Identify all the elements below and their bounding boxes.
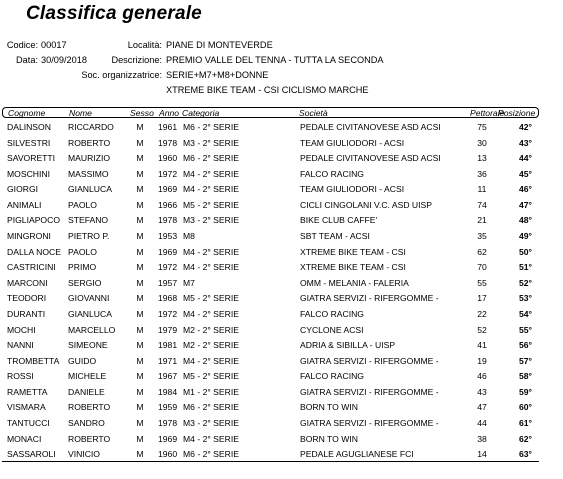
- cell-societa: PEDALE CIVITANOVESE ASD ACSI: [300, 122, 441, 132]
- table-row: [0, 400, 563, 414]
- table-row: [0, 323, 563, 337]
- cell-categoria: M2 - 2° SERIE: [183, 340, 239, 351]
- cell-cognome: ROSSI: [7, 371, 34, 382]
- table-row: [0, 307, 563, 321]
- cell-societa: CICLI CINGOLANI V.C. ASD UISP: [300, 199, 432, 210]
- cell-categoria: M2 - 2° SERIE: [183, 324, 239, 335]
- cell-sesso: M: [136, 153, 144, 164]
- cell-categoria: M6 - 2° SERIE: [183, 449, 239, 460]
- table-row: [0, 229, 563, 243]
- cell-societa: BORN TO WIN: [300, 433, 358, 444]
- cell-cognome: RAMETTA: [7, 386, 48, 397]
- cell-pettorale: 13: [477, 153, 487, 164]
- descrizione-label: Descrizione:: [111, 55, 162, 65]
- table-header: [2, 107, 539, 118]
- cell-sesso: M: [136, 262, 144, 273]
- table-row: [0, 447, 563, 461]
- cell-posizione: 58°: [519, 371, 532, 382]
- cell-pettorale: 74: [477, 199, 487, 210]
- cell-categoria: M3 - 2° SERIE: [183, 215, 239, 226]
- cell-sesso: M: [136, 199, 144, 210]
- cell-societa: BIKE CLUB CAFFE': [300, 215, 378, 226]
- cell-posizione: 56°: [519, 340, 532, 351]
- cell-anno: 1972: [158, 168, 178, 179]
- codice-value: 00017: [41, 40, 67, 50]
- cell-categoria: M7: [183, 277, 195, 288]
- descrizione-value: PREMIO VALLE DEL TENNA - TUTTA LA SECONDA: [166, 55, 384, 65]
- cell-nome: RICCARDO: [68, 122, 114, 132]
- cell-anno: 1969: [158, 184, 178, 195]
- cell-categoria: M4 - 2° SERIE: [183, 355, 239, 366]
- cell-posizione: 52°: [519, 277, 532, 288]
- page-title: Classifica generale: [26, 3, 202, 24]
- cell-pettorale: 55: [477, 277, 487, 288]
- table-row: [0, 182, 563, 196]
- cell-cognome: CASTRICINI: [7, 262, 56, 273]
- cell-sesso: M: [136, 371, 144, 382]
- cell-sesso: M: [136, 402, 144, 413]
- table-row: [0, 432, 563, 446]
- table-row: [0, 151, 563, 165]
- cell-societa: XTREME BIKE TEAM - CSI: [300, 246, 406, 257]
- cell-categoria: M3 - 2° SERIE: [183, 137, 239, 148]
- cell-societa: CYCLONE ACSI: [300, 324, 364, 335]
- cell-anno: 1959: [158, 402, 178, 413]
- cell-posizione: 63°: [519, 449, 532, 460]
- cell-societa: TEAM GIULIODORI - ACSI: [300, 184, 405, 195]
- col-pettorale: Pettorale: [470, 108, 505, 118]
- cell-categoria: M5 - 2° SERIE: [183, 293, 239, 304]
- cell-posizione: 43°: [519, 137, 532, 148]
- cell-anno: 1984: [158, 386, 178, 397]
- cell-posizione: 50°: [519, 246, 532, 257]
- col-anno: Anno: [159, 108, 180, 118]
- cell-anno: 1969: [158, 433, 178, 444]
- cell-posizione: 54°: [519, 308, 532, 319]
- cell-cognome: PIGLIAPOCO: [7, 215, 61, 226]
- cell-cognome: MONACI: [7, 433, 42, 444]
- cell-cognome: TANTUCCI: [7, 418, 50, 429]
- cell-cognome: GIORGI: [7, 184, 39, 195]
- cell-nome: GIANLUCA: [68, 184, 112, 195]
- cell-posizione: 62°: [519, 433, 532, 444]
- cell-posizione: 42°: [519, 122, 532, 132]
- cell-societa: FALCO RACING: [300, 371, 364, 382]
- cell-nome: DANIELE: [68, 386, 105, 397]
- cell-societa: FALCO RACING: [300, 168, 364, 179]
- cell-posizione: 45°: [519, 168, 532, 179]
- cell-sesso: M: [136, 386, 144, 397]
- col-cognome: Cognome: [8, 108, 46, 118]
- cell-sesso: M: [136, 449, 144, 460]
- cell-societa: SBT TEAM - ACSI: [300, 231, 370, 242]
- cell-posizione: 57°: [519, 355, 532, 366]
- cell-nome: ROBERTO: [68, 402, 111, 413]
- cell-pettorale: 43: [477, 386, 487, 397]
- cell-cognome: TEODORI: [7, 293, 47, 304]
- cell-categoria: M4 - 2° SERIE: [183, 308, 239, 319]
- data-label: Data:: [16, 55, 38, 65]
- localita-label: Località:: [127, 40, 162, 50]
- cell-societa: GIATRA SERVIZI - RIFERGOMME -: [300, 293, 439, 304]
- cell-anno: 1961: [158, 122, 178, 132]
- cell-nome: GUIDO: [68, 355, 97, 366]
- cell-nome: GIOVANNI: [68, 293, 110, 304]
- cell-pettorale: 11: [477, 184, 487, 195]
- cell-nome: ROBERTO: [68, 137, 111, 148]
- cell-anno: 1969: [158, 246, 178, 257]
- cell-pettorale: 52: [477, 324, 487, 335]
- cell-anno: 1968: [158, 293, 178, 304]
- cell-anno: 1960: [158, 449, 178, 460]
- cell-nome: PAOLO: [68, 199, 97, 210]
- cell-cognome: MOCHI: [7, 324, 36, 335]
- cell-cognome: SASSAROLI: [7, 449, 56, 460]
- cell-sesso: M: [136, 215, 144, 226]
- cell-pettorale: 19: [477, 355, 487, 366]
- table-row: [0, 354, 563, 368]
- table-row: [0, 136, 563, 150]
- soc-label: Soc. organizzatrice:: [81, 70, 162, 80]
- table-bottom-rule: [2, 461, 539, 462]
- cell-categoria: M3 - 2° SERIE: [183, 418, 239, 429]
- table-row: [0, 213, 563, 227]
- table-row: [0, 120, 563, 134]
- cell-posizione: 55°: [519, 324, 532, 335]
- cell-nome: STEFANO: [68, 215, 109, 226]
- cell-categoria: M6 - 2° SERIE: [183, 122, 239, 132]
- cell-cognome: VISMARA: [7, 402, 46, 413]
- table-row: [0, 385, 563, 399]
- cell-nome: GIANLUCA: [68, 308, 112, 319]
- cell-cognome: TROMBETTA: [7, 355, 60, 366]
- cell-pettorale: 70: [477, 262, 487, 273]
- cell-cognome: MOSCHINI: [7, 168, 50, 179]
- cell-cognome: ANIMALI: [7, 199, 42, 210]
- cell-societa: GIATRA SERVIZI - RIFERGOMME -: [300, 418, 439, 429]
- cell-nome: SANDRO: [68, 418, 105, 429]
- cell-pettorale: 41: [477, 340, 487, 351]
- cell-sesso: M: [136, 231, 144, 242]
- cell-posizione: 51°: [519, 262, 532, 273]
- cell-pettorale: 17: [477, 293, 487, 304]
- table-row: [0, 167, 563, 181]
- cell-categoria: M6 - 2° SERIE: [183, 153, 239, 164]
- cell-pettorale: 38: [477, 433, 487, 444]
- cell-anno: 1978: [158, 418, 178, 429]
- cell-posizione: 44°: [519, 153, 532, 164]
- cell-societa: TEAM GIULIODORI - ACSI: [300, 137, 405, 148]
- cell-nome: SERGIO: [68, 277, 102, 288]
- cell-pettorale: 47: [477, 402, 487, 413]
- cell-pettorale: 36: [477, 168, 487, 179]
- col-societa: Società: [299, 108, 328, 118]
- table-row: [0, 198, 563, 212]
- cell-anno: 1966: [158, 199, 178, 210]
- cell-sesso: M: [136, 137, 144, 148]
- cell-societa: GIATRA SERVIZI - RIFERGOMME -: [300, 386, 439, 397]
- cell-categoria: M8: [183, 231, 195, 242]
- cell-posizione: 47°: [519, 199, 532, 210]
- cell-pettorale: 30: [477, 137, 487, 148]
- cell-posizione: 53°: [519, 293, 532, 304]
- table-row: [0, 276, 563, 290]
- cell-categoria: M4 - 2° SERIE: [183, 184, 239, 195]
- soc-value-1: SERIE+M7+M8+DONNE: [166, 70, 269, 80]
- cell-sesso: M: [136, 277, 144, 288]
- cell-nome: MASSIMO: [68, 168, 109, 179]
- cell-anno: 1971: [158, 355, 178, 366]
- localita-value: PIANE DI MONTEVERDE: [166, 40, 273, 50]
- cell-anno: 1960: [158, 153, 178, 164]
- col-nome: Nome: [69, 108, 92, 118]
- cell-categoria: M1 - 2° SERIE: [183, 386, 239, 397]
- cell-posizione: 48°: [519, 215, 532, 226]
- table-row: [0, 369, 563, 383]
- col-sesso: Sesso: [130, 108, 154, 118]
- cell-cognome: SAVORETTI: [7, 153, 56, 164]
- cell-categoria: M4 - 2° SERIE: [183, 168, 239, 179]
- cell-anno: 1953: [158, 231, 178, 242]
- cell-cognome: MINGRONI: [7, 231, 51, 242]
- cell-sesso: M: [136, 184, 144, 195]
- cell-categoria: M6 - 2° SERIE: [183, 402, 239, 413]
- cell-categoria: M5 - 2° SERIE: [183, 199, 239, 210]
- cell-anno: 1978: [158, 215, 178, 226]
- cell-societa: ADRIA & SIBILLA - UISP: [300, 340, 396, 351]
- cell-pettorale: 21: [477, 215, 487, 226]
- cell-posizione: 61°: [519, 418, 532, 429]
- cell-sesso: M: [136, 293, 144, 304]
- cell-anno: 1978: [158, 137, 178, 148]
- cell-societa: XTREME BIKE TEAM - CSI: [300, 262, 406, 273]
- cell-sesso: M: [136, 418, 144, 429]
- cell-posizione: 46°: [519, 184, 532, 195]
- cell-societa: FALCO RACING: [300, 308, 364, 319]
- table-row: [0, 245, 563, 259]
- codice-label: Codice:: [6, 40, 38, 50]
- cell-societa: PEDALE CIVITANOVESE ASD ACSI: [300, 153, 441, 164]
- cell-categoria: M5 - 2° SERIE: [183, 371, 239, 382]
- cell-cognome: SILVESTRI: [7, 137, 51, 148]
- cell-anno: 1972: [158, 308, 178, 319]
- cell-cognome: NANNI: [7, 340, 34, 351]
- cell-cognome: DALINSON: [7, 122, 51, 132]
- cell-sesso: M: [136, 246, 144, 257]
- cell-pettorale: 44: [477, 418, 487, 429]
- cell-nome: VINICIO: [68, 449, 100, 460]
- cell-sesso: M: [136, 122, 144, 132]
- cell-anno: 1967: [158, 371, 178, 382]
- cell-nome: PAOLO: [68, 246, 97, 257]
- cell-sesso: M: [136, 324, 144, 335]
- table-row: [0, 291, 563, 305]
- cell-categoria: M4 - 2° SERIE: [183, 246, 239, 257]
- cell-anno: 1957: [158, 277, 178, 288]
- cell-posizione: 60°: [519, 402, 532, 413]
- cell-cognome: DALLA NOCE: [7, 246, 61, 257]
- cell-societa: BORN TO WIN: [300, 402, 358, 413]
- cell-cognome: DURANTI: [7, 308, 46, 319]
- cell-sesso: M: [136, 308, 144, 319]
- cell-sesso: M: [136, 340, 144, 351]
- data-value: 30/09/2018: [41, 55, 87, 65]
- cell-societa: GIATRA SERVIZI - RIFERGOMME -: [300, 355, 439, 366]
- cell-sesso: M: [136, 355, 144, 366]
- cell-pettorale: 62: [477, 246, 487, 257]
- cell-nome: PIETRO P.: [68, 231, 110, 242]
- table-row: [0, 338, 563, 352]
- cell-nome: MAURIZIO: [68, 153, 111, 164]
- cell-pettorale: 46: [477, 371, 487, 382]
- cell-sesso: M: [136, 168, 144, 179]
- cell-sesso: M: [136, 433, 144, 444]
- cell-nome: PRIMO: [68, 262, 97, 273]
- cell-pettorale: 35: [477, 231, 487, 242]
- cell-categoria: M4 - 2° SERIE: [183, 433, 239, 444]
- cell-nome: SIMEONE: [68, 340, 108, 351]
- table-row: [0, 416, 563, 430]
- col-posizione: Posizione: [498, 108, 536, 118]
- soc-value-2: XTREME BIKE TEAM - CSI CICLISMO MARCHE: [166, 85, 369, 95]
- cell-categoria: M4 - 2° SERIE: [183, 262, 239, 273]
- cell-societa: PEDALE AGUGLIANESE FCI: [300, 449, 414, 460]
- cell-anno: 1979: [158, 324, 178, 335]
- cell-pettorale: 75: [477, 122, 487, 132]
- cell-nome: ROBERTO: [68, 433, 111, 444]
- cell-anno: 1972: [158, 262, 178, 273]
- cell-nome: MICHELE: [68, 371, 107, 382]
- cell-posizione: 59°: [519, 386, 532, 397]
- cell-posizione: 49°: [519, 231, 532, 242]
- cell-societa: OMM - MELANIA - FALERIA: [300, 277, 409, 288]
- cell-anno: 1981: [158, 340, 178, 351]
- cell-pettorale: 14: [477, 449, 487, 460]
- table-row: [0, 260, 563, 274]
- col-categoria: Categoria: [182, 108, 220, 118]
- cell-nome: MARCELLO: [68, 324, 116, 335]
- cell-pettorale: 22: [477, 308, 487, 319]
- cell-cognome: MARCONI: [7, 277, 48, 288]
